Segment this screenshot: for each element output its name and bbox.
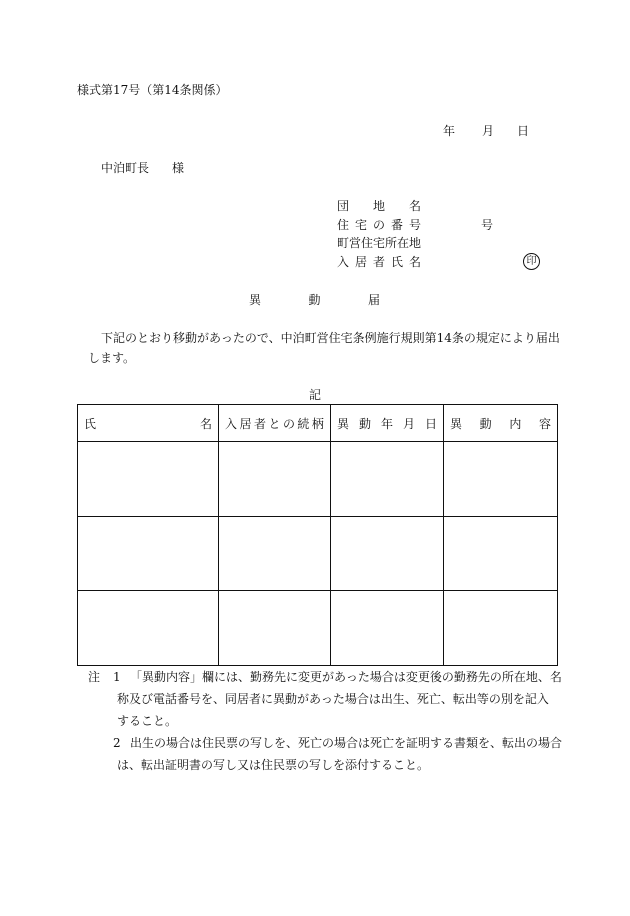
name-label-char: 者 xyxy=(372,255,385,269)
header-char: 月 xyxy=(402,416,415,431)
date-month: 月 xyxy=(482,124,495,138)
complex-label-char: 名 xyxy=(408,199,421,213)
table-cell-relationship[interactable] xyxy=(219,516,331,591)
header-char: 居 xyxy=(239,416,252,431)
header-relationship xyxy=(219,405,331,442)
title-char: 動 xyxy=(308,293,321,307)
name-label-char: 名 xyxy=(408,255,421,269)
complex-label-char: 地 xyxy=(372,199,385,213)
addressee-honorific: 様 xyxy=(172,161,185,175)
room-label-char: 住 xyxy=(337,218,350,232)
header-char: と xyxy=(268,416,281,431)
room-label-char: 番 xyxy=(390,218,403,232)
header-change-content xyxy=(444,405,558,442)
table-cell-date[interactable] xyxy=(331,591,444,666)
table-cell-content[interactable] xyxy=(444,591,558,666)
header-name xyxy=(78,405,219,442)
room-label-char: の xyxy=(372,218,385,232)
table-cell-name[interactable] xyxy=(78,442,219,517)
table-cell-name[interactable] xyxy=(78,591,219,666)
room-label-char: 宅 xyxy=(354,218,367,232)
ki-label: 記 xyxy=(309,388,322,402)
header-char: 動 xyxy=(358,416,371,431)
addressee-name: 中泊町長 xyxy=(101,161,150,175)
change-table xyxy=(77,404,558,666)
date-year: 年 xyxy=(443,124,456,138)
note-1-line-1: 「異動内容」欄には、勤務先に変更があった場合は変更後の勤務先の所在地、名 xyxy=(130,670,562,684)
complex-label-char: 団 xyxy=(337,199,350,213)
table-row xyxy=(78,591,558,666)
header-name-char: 氏 xyxy=(84,416,97,431)
date-day: 日 xyxy=(517,124,530,138)
table-cell-relationship[interactable] xyxy=(219,591,331,666)
title-char: 届 xyxy=(367,293,380,307)
header-char: 容 xyxy=(538,416,551,431)
table-row xyxy=(78,516,558,591)
title-char: 異 xyxy=(249,293,262,307)
header-char: 続 xyxy=(297,416,310,431)
table-cell-date[interactable] xyxy=(331,442,444,517)
header-char: の xyxy=(282,416,295,431)
table-cell-date[interactable] xyxy=(331,516,444,591)
room-suffix: 号 xyxy=(481,218,494,232)
note-2-number: 2 xyxy=(113,736,121,750)
header-char: 入 xyxy=(225,416,238,431)
name-label-char: 氏 xyxy=(390,255,403,269)
header-char: 異 xyxy=(337,416,350,431)
body-line-1: 下記のとおり移動があったので、中泊町営住宅条例施行規則第14条の規定により届出 xyxy=(101,331,560,345)
complex-label xyxy=(337,198,421,214)
header-char: 年 xyxy=(380,416,393,431)
header-char: 者 xyxy=(253,416,266,431)
header-char: 内 xyxy=(509,416,522,431)
document-title xyxy=(249,292,380,308)
header-name-char: 名 xyxy=(199,416,212,431)
table-cell-name[interactable] xyxy=(78,516,219,591)
header-char: 異 xyxy=(450,416,463,431)
form-number: 様式第17号（第14条関係） xyxy=(77,83,228,97)
table-header-row xyxy=(78,405,558,442)
table-cell-content[interactable] xyxy=(444,442,558,517)
note-2-line-2: は、転出証明書の写し又は住民票の写しを添付すること。 xyxy=(117,758,430,772)
body-line-2: します。 xyxy=(88,351,136,365)
room-label xyxy=(337,217,421,233)
name-label-char: 居 xyxy=(354,255,367,269)
table-cell-content[interactable] xyxy=(444,516,558,591)
note-1-line-3: すること。 xyxy=(117,714,178,728)
name-label xyxy=(337,254,421,270)
table-row xyxy=(78,442,558,517)
address-label: 町営住宅所在地 xyxy=(337,236,422,250)
header-char: 柄 xyxy=(311,416,324,431)
note-1-number: 1 xyxy=(113,670,121,684)
name-label-char: 入 xyxy=(337,255,350,269)
header-change-date xyxy=(331,405,444,442)
note-1-line-2: 称及び電話番号を、同居者に異動があった場合は出生、死亡、転出等の別を記入 xyxy=(117,692,549,706)
note-2-line-1: 出生の場合は住民票の写しを、死亡の場合は死亡を証明する書類を、転出の場合 xyxy=(130,736,563,750)
notes-prefix: 注 xyxy=(88,670,101,684)
header-char: 動 xyxy=(479,416,492,431)
table-cell-relationship[interactable] xyxy=(219,442,331,517)
room-label-char: 号 xyxy=(408,218,421,232)
seal-mark: 印 xyxy=(523,253,540,270)
header-char: 日 xyxy=(424,416,437,431)
